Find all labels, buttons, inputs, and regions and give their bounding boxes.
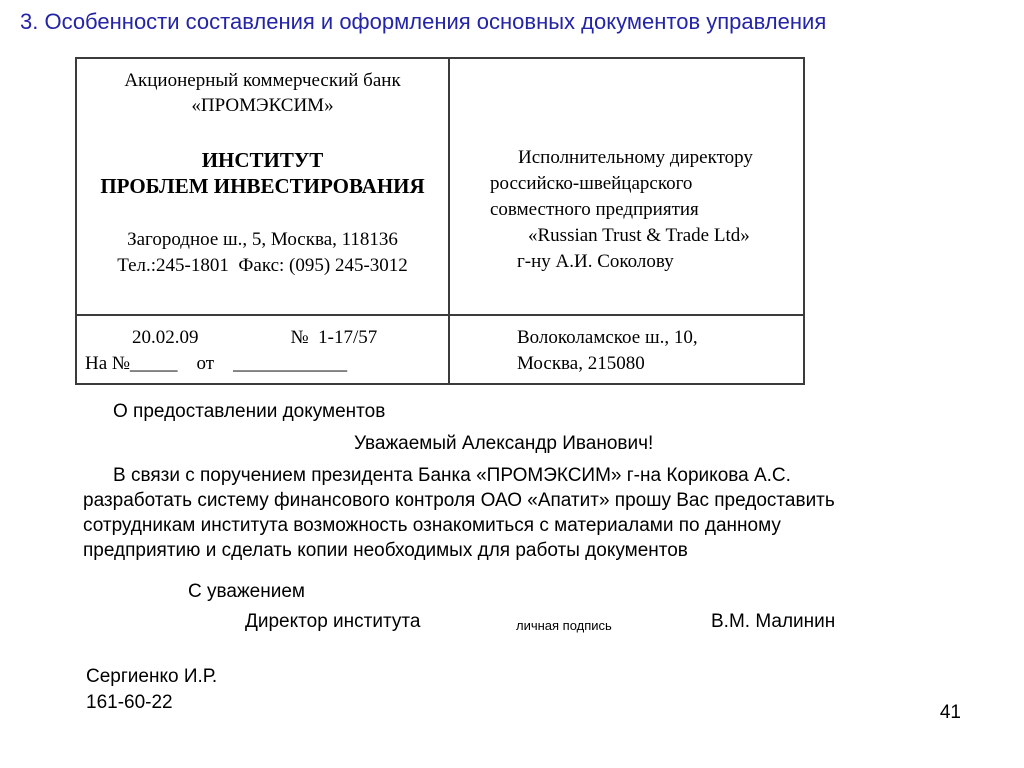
reference-date-number-line [77,325,448,351]
letter-body-line: разработать систему финансового контроля ОАО «Апатит» прошу Вас предоставить [83,490,835,511]
executor-block [86,664,217,716]
recipient-line: российско-швейцарского [490,173,693,194]
sender-institute-line2: ПРОБЛЕМ ИНВЕСТИРОВАНИЯ [100,174,425,198]
recipient-line: Исполнительному директору [518,147,753,168]
sender-address: Загородное ш., 5, Москва, 118136 [127,229,398,250]
letter-salutation: Уважаемый Александр Иванович! [354,433,654,454]
reference-block [77,316,450,383]
sender-block [77,59,450,316]
sender-institute-line1: ИНСТИТУТ [201,148,324,172]
recipient-line: г-ну А.И. Соколову [517,251,674,272]
letterhead-table [75,57,805,385]
sender-institute-block [77,147,448,199]
sender-org-line2: «ПРОМЭКСИМ» [191,95,334,116]
executor-phone: 161-60-22 [86,692,173,713]
recipient-line: «Russian Trust & Trade Ltd» [528,225,750,246]
letter-body [83,463,835,563]
reply-reference-line: На №_____ от ____________ [85,353,348,374]
recipient-block [450,59,803,316]
slide-title: 3. Особенности составления и оформления основных документов управления [20,9,827,34]
sender-contact-block [77,227,448,279]
letter-number: № 1-17/57 [290,327,378,348]
letter-body-line: сотрудникам института возможность ознакомиться с материалами по данному [83,515,781,536]
letter-date: 20.02.09 [132,327,199,348]
letter-body-line: предприятию и сделать копии необходимых для работы документов [83,540,688,561]
executor-name: Сергиенко И.Р. [86,666,218,687]
recipient-line: совместного предприятия [490,199,699,220]
letter-body-line: В связи с поручением президента Банка «ПРОМЭКСИМ» г-на Корикова А.С. [113,465,791,486]
page-number: 41 [939,702,961,723]
signature-note: личная подпись [516,618,612,633]
sender-phone-fax: Тел.:245-1801 Факс: (095) 245-3012 [117,255,408,276]
signature-name: В.М. Малинин [711,611,836,632]
signature-position: Директор института [245,611,421,632]
recipient-address-block [450,316,803,383]
letter-closing: С уважением [188,581,305,602]
sender-org-line1: Акционерный коммерческий банк [124,70,401,91]
recipient-address-line1: Волоколамское ш., 10, [517,327,698,348]
recipient-address-line2: Москва, 215080 [517,353,645,374]
letter-subject: О предоставлении документов [113,401,386,422]
